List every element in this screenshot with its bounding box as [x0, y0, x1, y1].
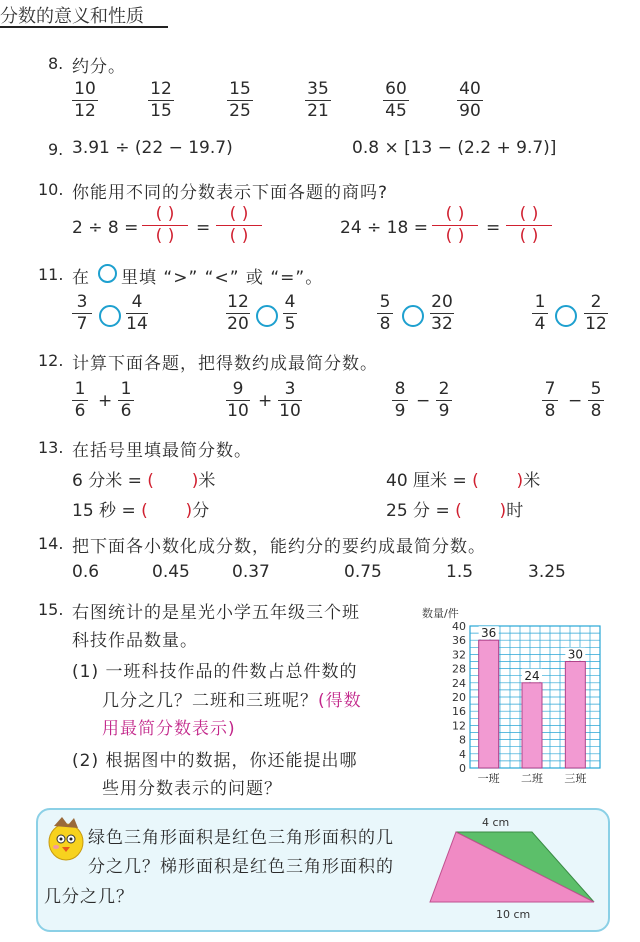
q11-fraction: 5 8 — [377, 293, 393, 334]
q11-fraction: 2 12 — [585, 292, 607, 334]
q14-decimal: 0.45 — [152, 562, 190, 582]
q12-fraction: 5 8 — [588, 380, 604, 421]
q12-fraction: 2 9 — [436, 380, 452, 421]
q14-decimal: 0.6 — [72, 562, 100, 582]
q10-blank-fraction[interactable]: ( ) ( ) — [142, 206, 188, 245]
q11-prompt-start: 在 — [72, 268, 90, 288]
q15-sub2: (2) 根据图中的数据，你还能提出哪 — [72, 751, 358, 771]
section-title: 分数的意义和性质 — [0, 6, 144, 27]
q11-prompt-end: 里填 “>” “<” 或 “=”。 — [121, 268, 324, 288]
q12-fraction: 1 6 — [72, 380, 88, 421]
q15-line: 科技作品数量。 — [72, 631, 198, 651]
trapezoid-figure — [426, 812, 610, 924]
chart-x-tick: 一班 — [477, 772, 500, 785]
chart-bar — [522, 683, 542, 768]
chart-y-tick: 24 — [452, 676, 466, 690]
q13-prompt: 在括号里填最简分数。 — [72, 441, 252, 461]
q14-decimal: 0.37 — [232, 562, 270, 582]
q10-blank-fraction[interactable]: ( ) ( ) — [432, 206, 478, 245]
q15-hint: 用最简分数表示) — [102, 719, 236, 739]
chart-y-tick: 32 — [452, 648, 466, 662]
note-line: 几分之几？ — [44, 887, 134, 907]
q13-item: 15 秒 = ( )分 — [72, 501, 210, 521]
q11-fraction: 1 4 — [532, 293, 548, 334]
q12-fraction: 3 10 — [279, 379, 301, 421]
q9-expression-1: 3.91 ÷ (22 − 19.7) — [72, 138, 233, 158]
q11-compare-circle[interactable] — [256, 305, 278, 327]
q14-decimal: 3.25 — [528, 562, 566, 582]
q13-item: 40 厘米 = ( )米 — [386, 471, 541, 491]
q10-right-expression: 24 ÷ 18 = — [340, 218, 428, 238]
q13-item: 6 分米 = ( )米 — [72, 471, 216, 491]
q11-compare-circle[interactable] — [555, 305, 577, 327]
chart-y-tick: 36 — [452, 634, 466, 648]
chart-bar — [565, 662, 585, 769]
q11-fraction: 3 7 — [72, 293, 92, 334]
q15-sub1-cont: 几分之几？二班和三班呢？(得数 — [102, 691, 362, 711]
q13-item: 25 分 = ( )时 — [386, 501, 524, 521]
chart-y-tick: 16 — [452, 705, 466, 719]
q15-number: 15. — [38, 600, 64, 619]
q13-blank[interactable]: ( ) — [141, 501, 193, 521]
q12-fraction: 7 8 — [542, 380, 558, 421]
q12-number: 12. — [38, 351, 64, 370]
q11-compare-circle[interactable] — [99, 305, 121, 327]
q13-blank[interactable]: ( ) — [455, 501, 507, 521]
q14-decimal: 0.75 — [344, 562, 382, 582]
q14-prompt: 把下面各小数化成分数，能约分的要约成最简分数。 — [72, 537, 486, 557]
q10-equals: = — [486, 218, 501, 238]
q12-operator: − — [568, 391, 583, 411]
q14-number: 14. — [38, 534, 64, 553]
note-line: 绿色三角形面积是红色三角形面积的几 — [88, 828, 394, 848]
q12-prompt: 计算下面各题，把得数约成最简分数。 — [72, 354, 378, 374]
top-length-label: 4 cm — [482, 816, 510, 829]
q8-fraction: 35 21 — [305, 80, 331, 121]
bottom-length-label: 10 cm — [496, 908, 531, 921]
chart-y-tick: 8 — [459, 733, 466, 747]
chart-y-tick: 12 — [452, 719, 466, 733]
q11-fraction: 20 32 — [431, 292, 453, 334]
q8-number: 8. — [48, 54, 64, 73]
q10-prompt: 你能用不同的分数表示下面各题的商吗? — [72, 183, 389, 203]
chart-y-tick: 4 — [459, 747, 466, 761]
q13-blank[interactable]: ( ) — [147, 471, 199, 491]
chart-x-tick: 三班 — [564, 772, 587, 785]
q8-fraction: 10 12 — [72, 80, 98, 121]
q15-sub2-cont: 些用分数表示的问题？ — [102, 779, 282, 799]
chart-data-label: 30 — [567, 647, 583, 662]
q10-equals: = — [196, 218, 211, 238]
chart-data-label: 24 — [524, 668, 540, 683]
bar-chart — [410, 598, 610, 790]
q12-operator: − — [416, 391, 431, 411]
note-line: 分之几？梯形面积是红色三角形面积的 — [88, 857, 394, 877]
chart-y-tick: 20 — [452, 691, 466, 704]
comparison-circle-icon — [98, 264, 117, 283]
chart-x-tick: 二班 — [521, 772, 543, 785]
q12-fraction: 8 9 — [392, 380, 408, 421]
q10-blank-fraction[interactable]: ( ) ( ) — [216, 206, 262, 245]
q9-expression-2: 0.8 × [13 − (2.2 + 9.7)] — [352, 138, 557, 158]
q12-fraction: 9 10 — [227, 379, 249, 421]
q8-fraction: 60 45 — [383, 80, 409, 121]
q10-number: 10. — [38, 180, 64, 199]
q11-number: 11. — [38, 265, 64, 284]
section-underline — [0, 26, 168, 28]
q10-blank-fraction[interactable]: ( ) ( ) — [506, 206, 552, 245]
q10-left-expression: 2 ÷ 8 = — [72, 218, 139, 238]
q11-fraction: 12 20 — [227, 292, 249, 334]
chart-y-tick: 40 — [452, 620, 466, 633]
q8-fraction: 15 25 — [227, 80, 253, 121]
q12-operator: + — [98, 391, 113, 411]
chart-y-tick: 0 — [459, 762, 466, 775]
chick-mascot-icon — [44, 814, 88, 864]
q14-decimal: 1.5 — [446, 562, 474, 582]
q11-compare-circle[interactable] — [402, 305, 424, 327]
q15-line: 右图统计的是星光小学五年级三个班 — [72, 603, 360, 623]
q8-fraction: 12 15 — [148, 80, 174, 121]
q11-fraction: 4 5 — [284, 292, 296, 334]
q12-operator: + — [258, 391, 273, 411]
q13-number: 13. — [38, 438, 64, 457]
q11-fraction: 4 14 — [126, 292, 148, 334]
q15-hint: (得数 — [318, 691, 362, 711]
q12-fraction: 1 6 — [118, 380, 134, 421]
q13-blank[interactable]: ( ) — [472, 471, 524, 491]
chart-y-tick: 28 — [452, 662, 466, 676]
q8-fraction: 40 90 — [457, 80, 483, 121]
q8-prompt: 约分。 — [72, 57, 126, 77]
chart-y-label: 数量/件 — [422, 607, 459, 620]
q9-number: 9. — [48, 140, 64, 159]
chart-bar — [479, 640, 499, 768]
q15-sub1: (1) 一班科技作品的件数占总件数的 — [72, 662, 358, 682]
chart-data-label: 36 — [481, 626, 497, 641]
